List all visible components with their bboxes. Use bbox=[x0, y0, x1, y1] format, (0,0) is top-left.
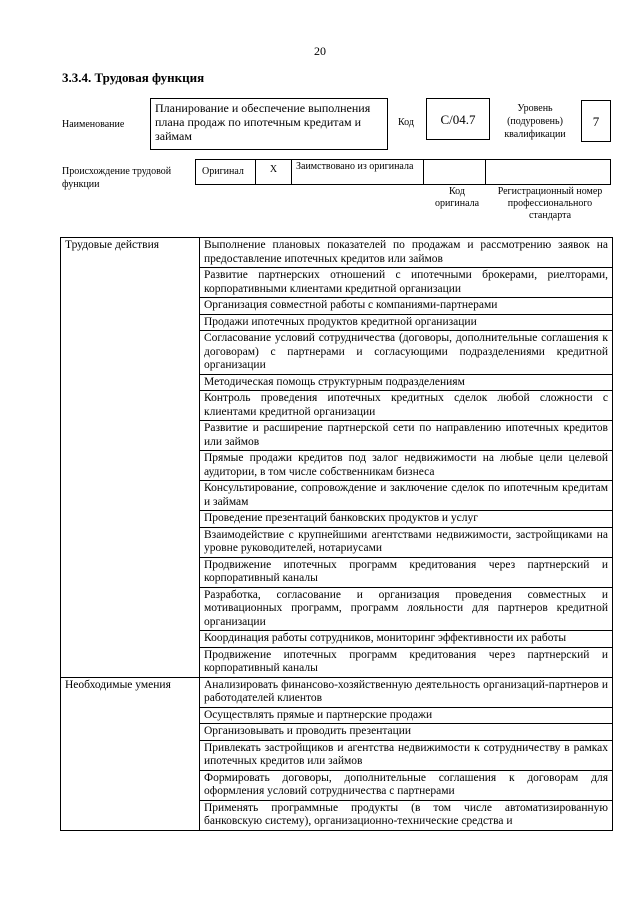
code-label: Код bbox=[398, 117, 414, 128]
item-cell: Развитие партнерских отношений с ипотечными брокерами, риелторами, корпоративными клиентами кредитной организации bbox=[200, 268, 613, 298]
item-cell: Формировать договоры, дополнительные соглашения к договорам для оформления условий сотрудничества с партнерами bbox=[200, 770, 613, 800]
item-cell: Анализировать финансово-хозяйственную деятельность организаций-партнеров и работодателей клиентов bbox=[200, 677, 613, 707]
category-cell: Необходимые умения bbox=[61, 677, 200, 830]
item-cell: Применять программные продукты (в том числе автоматизированную банковскую систему), организационно-технические средства и bbox=[200, 800, 613, 830]
name-label: Наименование bbox=[62, 119, 125, 130]
item-cell: Развитие и расширение партнерской сети по направлению ипотечных кредитов или займов bbox=[200, 421, 613, 451]
item-cell: Методическая помощь структурным подразделениям bbox=[200, 374, 613, 391]
code-field: C/04.7 bbox=[426, 98, 490, 140]
table-row bbox=[61, 677, 613, 707]
level-field: 7 bbox=[581, 100, 611, 142]
category-cell: Трудовые действия bbox=[61, 238, 200, 678]
item-cell: Продвижение ипотечных программ кредитования через партнерский и корпоративный каналы bbox=[200, 647, 613, 677]
origin-row bbox=[195, 159, 611, 185]
origin-original-cell: Оригинал bbox=[196, 160, 256, 184]
origin-borrowed-cell: Заимствовано из оригинала bbox=[292, 160, 424, 184]
level-label: Уровень (подуровень) квалификации bbox=[504, 103, 566, 140]
origin-mark-cell: X bbox=[256, 160, 292, 184]
item-cell: Привлекать застройщиков и агентства недвижимости к сотрудничеству в рамках ипотечных кредитов или займов bbox=[200, 740, 613, 770]
item-cell: Координация работы сотрудников, мониторинг эффективности их работы bbox=[200, 631, 613, 648]
item-cell: Организация совместной работы с компаниями-партнерами bbox=[200, 298, 613, 315]
table-row bbox=[61, 238, 613, 268]
item-cell: Продажи ипотечных продуктов кредитной организации bbox=[200, 314, 613, 331]
item-cell: Согласование условий сотрудничества (договоры, дополнительные соглашения к договорам) с партнерами и согласующими подразделениями кредитной организации bbox=[200, 331, 613, 375]
page-number: 20 bbox=[314, 44, 326, 58]
item-cell: Контроль проведения ипотечных кредитных сделок любой сложности с клиентами кредитной организации bbox=[200, 391, 613, 421]
item-cell: Взаимодействие с крупнейшими агентствами недвижимости, застройщиками на уровне руководителей, нотариусами bbox=[200, 527, 613, 557]
code-original-label: Код оригинала bbox=[434, 186, 480, 209]
item-cell: Разработка, согласование и организация проведения совместных и мотивационных программ, программ лояльности для партнеров кредитной организации bbox=[200, 587, 613, 631]
origin-label: Происхождение трудовой функции bbox=[62, 166, 172, 190]
reg-number-label: Регистрационный номер профессионального стандарта bbox=[497, 186, 603, 221]
item-cell: Продвижение ипотечных программ кредитования через партнерский и корпоративный каналы bbox=[200, 557, 613, 587]
item-cell: Прямые продажи кредитов под залог недвижимости на любые цели целевой аудитории, в том числе собственникам бизнеса bbox=[200, 451, 613, 481]
item-cell: Выполнение плановых показателей по продажам и рассмотрению заявок на предоставление ипотечных кредитов или займов bbox=[200, 238, 613, 268]
item-cell: Осуществлять прямые и партнерские продажи bbox=[200, 707, 613, 724]
section-title: 3.3.4. Трудовая функция bbox=[62, 70, 205, 85]
item-cell: Организовывать и проводить презентации bbox=[200, 724, 613, 741]
origin-reg-cell bbox=[486, 160, 610, 184]
item-cell: Консультирование, сопровождение и заключение сделок по ипотечным кредитам и займам bbox=[200, 481, 613, 511]
origin-code-cell bbox=[424, 160, 486, 184]
function-table bbox=[60, 237, 613, 831]
item-cell: Проведение презентаций банковских продуктов и услуг bbox=[200, 511, 613, 528]
function-name-field: Планирование и обеспечение выполнения плана продаж по ипотечным кредитам и займам bbox=[150, 98, 388, 150]
